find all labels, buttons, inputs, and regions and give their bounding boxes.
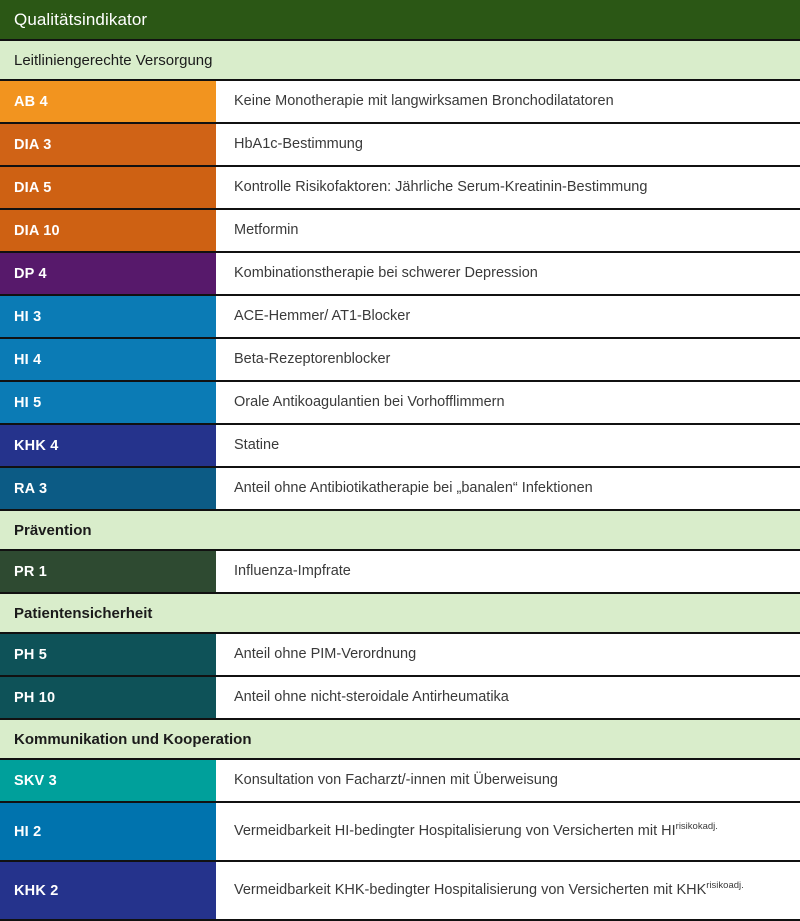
table-row[interactable]	[0, 677, 800, 720]
section-header-row	[0, 511, 800, 551]
indicator-description-text	[234, 349, 390, 370]
indicator-description-main: Vermeidbarkeit KHK-bedingter Hospitalisierung von Versicherten mit KHK	[234, 882, 707, 899]
indicator-description-text	[234, 561, 351, 582]
indicator-description-cell[interactable]	[216, 468, 800, 509]
indicator-code-cell[interactable]	[0, 760, 216, 801]
indicator-code-label: KHK 2	[14, 882, 59, 899]
indicator-description-main: Anteil ohne Antibiotikatherapie bei „banalen“ Infektionen	[234, 480, 593, 497]
indicator-code-cell[interactable]	[0, 677, 216, 718]
indicator-description-main: Anteil ohne nicht-steroidale Antirheumatika	[234, 689, 509, 706]
indicator-code-cell[interactable]	[0, 551, 216, 592]
indicator-description-cell[interactable]	[216, 124, 800, 165]
table-row[interactable]	[0, 803, 800, 862]
indicator-description-text	[234, 478, 593, 499]
indicator-description-cell[interactable]	[216, 210, 800, 251]
indicator-description-cell[interactable]	[216, 167, 800, 208]
indicator-description-text	[234, 134, 363, 155]
indicator-code-cell[interactable]	[0, 81, 216, 122]
table-row[interactable]	[0, 253, 800, 296]
section-header-row	[0, 594, 800, 634]
indicator-description-main: Metformin	[234, 222, 299, 239]
section-header-row	[0, 720, 800, 760]
table-row[interactable]	[0, 81, 800, 124]
indicator-description-text	[234, 91, 614, 112]
page-title: Qualitätsindikator	[14, 9, 148, 29]
indicator-description-main: Kombinationstherapie bei schwerer Depression	[234, 265, 538, 282]
table-title-bar	[0, 0, 800, 41]
indicator-description-main: Orale Antikoagulantien bei Vorhofflimmern	[234, 394, 505, 411]
indicator-code-label: HI 5	[14, 394, 42, 411]
indicator-description-text	[234, 392, 505, 413]
indicator-code-cell[interactable]	[0, 862, 216, 919]
indicator-description-main: Vermeidbarkeit HI-bedingter Hospitalisierung von Versicherten mit HI	[234, 823, 676, 840]
indicator-description-text	[234, 220, 298, 241]
indicator-code-cell[interactable]	[0, 803, 216, 860]
indicator-code-cell[interactable]	[0, 425, 216, 466]
indicator-description-cell[interactable]	[216, 677, 800, 718]
section-header-label: Patientensicherheit	[14, 604, 153, 622]
indicator-code-cell[interactable]	[0, 167, 216, 208]
indicator-description-text	[234, 435, 279, 456]
table-body	[0, 41, 800, 921]
indicator-code-cell[interactable]	[0, 124, 216, 165]
section-header-label: Kommunikation und Kooperation	[14, 730, 252, 748]
indicator-description-cell[interactable]	[216, 382, 800, 423]
table-row[interactable]	[0, 124, 800, 167]
indicator-description-cell[interactable]	[216, 862, 800, 919]
table-row[interactable]	[0, 296, 800, 339]
indicator-description-text	[234, 263, 538, 284]
table-row[interactable]	[0, 551, 800, 594]
indicator-description-cell[interactable]	[216, 296, 800, 337]
section-header-label: Prävention	[14, 521, 92, 539]
indicator-description-text	[234, 687, 509, 708]
indicator-description-text	[234, 177, 647, 198]
indicator-description-text	[234, 770, 558, 791]
indicator-code-cell[interactable]	[0, 634, 216, 675]
indicator-description-main: Konsultation von Facharzt/-innen mit Überweisung	[234, 772, 558, 789]
table-row[interactable]	[0, 167, 800, 210]
indicator-description-main: Kontrolle Risikofaktoren: Jährliche Serum-Kreatinin-Bestimmung	[234, 179, 648, 196]
indicator-description-cell[interactable]	[216, 634, 800, 675]
table-row[interactable]	[0, 210, 800, 253]
indicator-code-label: RA 3	[14, 480, 48, 497]
table-row[interactable]	[0, 339, 800, 382]
indicator-code-label: DP 4	[14, 265, 47, 282]
indicator-description-text	[234, 306, 410, 327]
indicator-description-main: Anteil ohne PIM-Verordnung	[234, 646, 417, 663]
indicator-code-label: DIA 5	[14, 179, 52, 196]
indicator-code-cell[interactable]	[0, 210, 216, 251]
indicator-description-cell[interactable]	[216, 425, 800, 466]
indicator-description-main: Keine Monotherapie mit langwirksamen Bronchodilatatoren	[234, 93, 614, 110]
table-row[interactable]	[0, 468, 800, 511]
indicator-code-cell[interactable]	[0, 296, 216, 337]
section-header-label: Leitliniengerechte Versorgung	[14, 51, 213, 69]
indicator-description-superscript: risikokadj.	[675, 821, 718, 833]
indicator-description-cell[interactable]	[216, 339, 800, 380]
indicator-code-label: DIA 3	[14, 136, 52, 153]
indicator-code-label: AB 4	[14, 93, 48, 110]
indicator-code-label: PH 5	[14, 646, 48, 663]
indicator-code-label: DIA 10	[14, 222, 60, 239]
indicator-description-main: ACE-Hemmer/ AT1-Blocker	[234, 308, 411, 325]
indicator-code-label: HI 2	[14, 823, 42, 840]
indicator-description-cell[interactable]	[216, 803, 800, 860]
indicator-description-text	[234, 644, 416, 665]
indicator-description-cell[interactable]	[216, 760, 800, 801]
indicator-code-label: HI 3	[14, 308, 42, 325]
indicator-code-cell[interactable]	[0, 382, 216, 423]
indicator-description-text	[234, 880, 744, 901]
indicator-description-cell[interactable]	[216, 551, 800, 592]
indicator-description-main: Beta-Rezeptorenblocker	[234, 351, 391, 368]
indicator-description-main: Statine	[234, 437, 280, 454]
table-row[interactable]	[0, 760, 800, 803]
indicator-description-main: HbA1c-Bestimmung	[234, 136, 363, 153]
table-row[interactable]	[0, 425, 800, 468]
indicator-code-label: KHK 4	[14, 437, 59, 454]
indicator-description-cell[interactable]	[216, 253, 800, 294]
indicator-code-cell[interactable]	[0, 339, 216, 380]
section-header-row	[0, 41, 800, 81]
indicator-code-cell[interactable]	[0, 253, 216, 294]
table-row[interactable]	[0, 382, 800, 425]
indicator-description-superscript: risikoadj.	[706, 880, 744, 892]
indicator-description-main: Influenza-Impfrate	[234, 563, 351, 580]
indicator-code-cell[interactable]	[0, 468, 216, 509]
table-row[interactable]	[0, 634, 800, 677]
table-row[interactable]	[0, 862, 800, 921]
indicator-code-label: SKV 3	[14, 772, 57, 789]
indicator-description-cell[interactable]	[216, 81, 800, 122]
indicator-code-label: PH 10	[14, 689, 56, 706]
indicator-description-text	[234, 821, 718, 842]
indicator-code-label: PR 1	[14, 563, 48, 580]
indicator-code-label: HI 4	[14, 351, 42, 368]
